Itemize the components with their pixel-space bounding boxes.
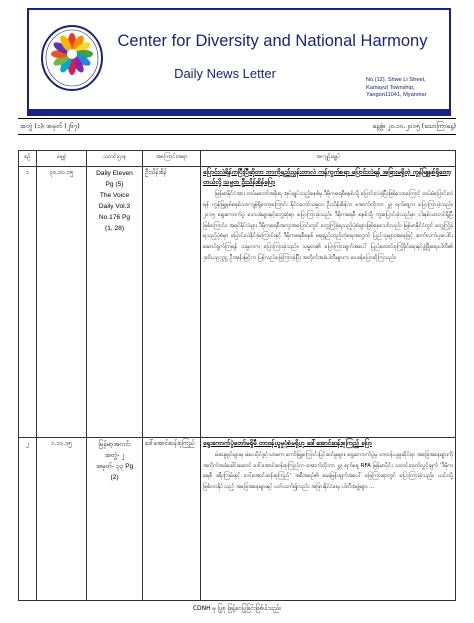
address-line: No.(12), Shwe Li Street,: [366, 77, 426, 83]
org-title: Center for Diversity and National Harmony: [117, 32, 428, 50]
row-summary: [201, 167, 456, 438]
source-line: အမှတ်- ၃၃ Pg: [95, 463, 134, 470]
cdnh-logo-icon: [36, 14, 108, 104]
news-table: [18, 150, 456, 601]
row-source: [87, 438, 143, 601]
source-line: The Voice: [99, 192, 130, 199]
address-line: Yangon11041, Myanmar: [366, 92, 427, 98]
newsletter-subtitle: Daily News Letter: [174, 66, 276, 81]
address-line: Kamayut Township,: [366, 84, 415, 91]
source-line: Pg (5): [105, 181, 124, 188]
source-line: အတွဲ- ၂: [104, 452, 125, 459]
table-row: [19, 167, 456, 438]
row-source: [87, 167, 143, 438]
row-summary: [201, 438, 456, 601]
masthead-underline: [27, 110, 451, 116]
table-header-row: [19, 151, 456, 167]
col-header-no: စဉ်: [19, 151, 37, 167]
row-topic: ဦးသိန်းစိန်: [143, 167, 201, 438]
issue-info: [20, 120, 456, 134]
row-date: ၁.၁၀.၁၅: [37, 438, 87, 601]
row-date: ၃၀.၁၀.၁၅: [37, 167, 87, 438]
source-line: Daily Eleven: [96, 170, 133, 177]
row-number: ၁: [19, 167, 37, 438]
col-header-topic: အကြောင်းအရာ: [143, 151, 201, 167]
row-number: ၂: [19, 438, 37, 601]
source-line: (2): [110, 474, 119, 481]
news-headline: ရွေးကောက်ပွဲတော်မရှိမီ တာဝန်ယူမှုပုံစံမရှိဟု ဒေါ်အောင်ဆန်းစုကြည် ပြော: [203, 440, 372, 447]
table-row: [19, 438, 456, 601]
row-topic: ဒေါ်အောင်ဆန်းစုကြည်: [143, 438, 201, 601]
source-line: Daily Vol.3: [98, 203, 131, 210]
news-body: မြန်မာနိုင်ငံအား တပ်မတော်အစိုးရ အုပ်ချုပ်သည့်စနစ်မှ ဒီမိုကရေစီစနစ်သို့ ပြောင်းလဲခဲ့ပြီးဖြစ်သောကြောင့် ထပ်မံပြောင်းလဲရန် ကွန်မြူနစ်စနစ်သာကျန်ရှိတော့ကြောင်း နိုင်ငံတော်သမ္မတ ဦးသိန်းစိန်က အောက်တိုဘာ ၂၉ ရက်နေ့က ပြောကြားခဲ့သည်။ ၂၀၁၅ ရွေးကောက်ပွဲ ဒေသခံများနှင့်တွေ့ဆုံရာ ပြောကြားခဲ့သည်။ ဒီမိုကရေစီ စနစ်သို့ ကူးပြောင်းခဲ့သည်မှာ ငါးနှစ်သာတင်ရှိပြီ ဖြစ်ကြောင်း၊ အရင်နိုင်ငံများ ဒီမိုကရေစီအကူးအပြောင်းတွင် တွေ့ကြုံခဲ့ရသည့်ပုံစံများဖြစ်နေသော်လည်း မြန်မာနိုင်ငံတွင် တွေ့ကြုံခဲ့ရသည့်ပုံစံမှာ ပြောင်းလဲနိုင်ခဲ့ကြောင်းနှင့် ဒီမိုကရေစီစနစ် ရေရှည်တည်တံ့ရေးအတွက် ပြည်သူများအနေဖြင့် ဆက်လက်ပူးပေါင်းဆောင်ရွက်ကြရန် သမ္မတက ပြောကြားခဲ့သည်။ သမ္မတ၏ ပြောကြားချက်အပေါ် ပြည်ထောင်စုကြံ့ခိုင်ရေးနှင့်ဖွံ့ဖြိုးရေးပါတီ၏ ဒုတိယဥက္ကဋ္ဌ ဦးအုန်းမြင့်က ပြန်လည်ဖြေကြားခဲ့ပြီး အတိုက်အခံပါတီများက ဝေဖန်ပြောဆိုကြသည်။: [203, 191, 453, 261]
issue-volume: အတွဲ (၁)၊ အမှတ် (၂၆၇): [20, 122, 80, 130]
source-line: (1, 28): [104, 225, 125, 232]
source-line: မြန်မာ့အလင်း: [98, 441, 131, 448]
page-footer: CDNH မှ ပြုစု ဖြန့်ဝေပြုခြင်းဖြစ်ပါသည်။: [192, 605, 282, 612]
col-header-summary: အကျဉ်းချုပ်: [201, 151, 456, 167]
divider: [18, 118, 456, 119]
col-header-date: နေ့စွဲ: [37, 151, 87, 167]
news-body: မဲဆန္ဒရှင်များမှ မဲပေးပိုင်ခွင့်သာမက ကော်မြူကြောင်းပြင်ဆင်မှုများ၊ ရွေးကောက်ပွဲမှ တာဝန်ယူမှုဆိုင်ရာ အခြေအနေများကို အတိုက်အခံခေါင်းဆောင် ဒေါ်အောင်ဆန်းစုကြည်က အောက်တိုဘာ ၂၉ ရက်နေ့ RFA မြန်မာပိုင်း သတင်းထုတ်လွှင့်ချက် ‘ဒီမိုကရေစီ ခရီးကြမ်းနှင့် ဒေါ်အောင်ဆန်းစုကြည်’ အစီအစဉ်၏ မေးမြန်းချက်အပေါ် ဖြေကြားရာတွင် ပြောကြားခဲ့သည်။ ယင်းသို့ဖြစ်လာနိုင်သည့် အခြေအနေများနှင့် ပတ်သက်၍လည်း အခြားနိုင်ငံရေး ပါတီအဖွဲ့များ ...: [203, 452, 453, 490]
divider: [18, 134, 456, 135]
col-header-source: သတင်းဌာန: [87, 151, 143, 167]
issue-date: နေ့စွဲ။ ၂၀.၁၀.၂၀၁၅ (သောကြာနေ့): [372, 122, 456, 130]
news-headline: ပြောင်းလဲရိန်ကပြီးပြီဆိုတာ ဘာကိုရည်ညွှန်းတာလဲ ကန့်ကွက်စရာ ပြောင်းလဲရန် အခြားမရှိတဲ့ ကွန်မြူနစ်ရှိတော့တယ်လို့ သမ္မတ ဦးသိန်းစိန်ပြော: [203, 169, 452, 186]
source-line: No.176 Pg: [98, 214, 131, 221]
org-address: [366, 77, 450, 100]
